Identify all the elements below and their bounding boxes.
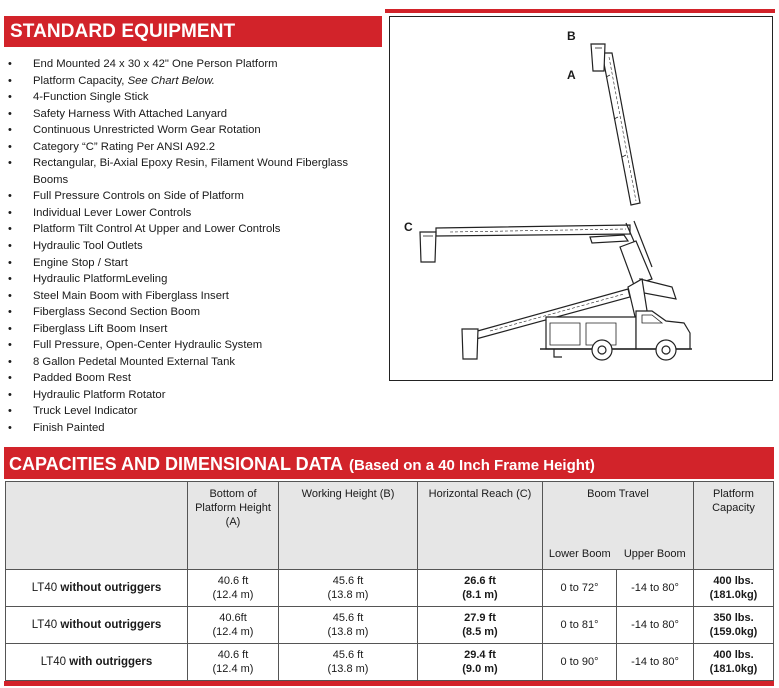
table-header-row (6, 482, 774, 540)
list-item: • 4-Function Single Stick (8, 89, 380, 106)
lower-boom-header: Lower Boom (543, 540, 617, 570)
working-height-header: Working Height (B) (279, 482, 418, 570)
list-item: • Padded Boom Rest (8, 370, 380, 387)
capacity-cell: 400 lbs. (181.0kg) (694, 644, 774, 681)
table-row (6, 570, 774, 607)
list-item: • Finish Painted (8, 420, 380, 437)
upper-boom-header: Upper Boom (617, 540, 694, 570)
list-item: • Individual Lever Lower Controls (8, 205, 380, 222)
platform-capacity-header: Platform Capacity (694, 482, 774, 570)
aerial-lift-diagram (389, 16, 773, 381)
list-item: • Steel Main Boom with Fiberglass Insert (8, 288, 380, 305)
model-cell: LT40 without outriggers (6, 570, 188, 607)
upper-boom-cell: -14 to 80° (617, 570, 694, 607)
list-item: • Platform Tilt Control At Upper and Lower Controls (8, 221, 380, 238)
lower-boom-cell: 0 to 72° (543, 570, 617, 607)
list-item: • Hydraulic Tool Outlets (8, 238, 380, 255)
point-a-label: A (567, 68, 576, 82)
bottom-height-cell: 40.6ft (12.4 m) (188, 607, 279, 644)
working-height-cell: 45.6 ft (13.8 m) (279, 570, 418, 607)
capacity-cell: 350 lbs. (159.0kg) (694, 607, 774, 644)
list-item: • Rectangular, Bi-Axial Epoxy Resin, Filament Wound Fiberglass Booms (8, 155, 380, 188)
list-item: • Continuous Unrestricted Worm Gear Rotation (8, 122, 380, 139)
truck-boom-drawing (390, 17, 772, 380)
bottom-red-rule (4, 681, 774, 686)
list-item: • Fiberglass Lift Boom Insert (8, 321, 380, 338)
list-item: • Platform Capacity, See Chart Below. (8, 73, 380, 90)
list-item: • Full Pressure Controls on Side of Platform (8, 188, 380, 205)
standard-equipment-header: STANDARD EQUIPMENT (4, 16, 382, 47)
lower-boom-cell: 0 to 90° (543, 644, 617, 681)
top-red-rule (385, 9, 775, 13)
upper-boom-cell: -14 to 80° (617, 644, 694, 681)
list-item: • 8 Gallon Pedetal Mounted External Tank (8, 354, 380, 371)
horizontal-reach-cell: 26.6 ft (8.1 m) (418, 570, 543, 607)
capacity-cell: 400 lbs. (181.0kg) (694, 570, 774, 607)
list-item: • Fiberglass Second Section Boom (8, 304, 380, 321)
model-header (6, 482, 188, 570)
list-item: • Safety Harness With Attached Lanyard (8, 106, 380, 123)
list-item: • End Mounted 24 x 30 x 42" One Person Platform (8, 56, 380, 73)
working-height-cell: 45.6 ft (13.8 m) (279, 607, 418, 644)
list-item: • Full Pressure, Open-Center Hydraulic System (8, 337, 380, 354)
lower-boom-cell: 0 to 81° (543, 607, 617, 644)
point-b-label: B (567, 29, 576, 43)
point-c-label: C (404, 220, 413, 234)
bottom-height-cell: 40.6 ft (12.4 m) (188, 644, 279, 681)
capacities-header: CAPACITIES AND DIMENSIONAL DATA (Based on a 40 Inch Frame Height) (4, 447, 774, 479)
horizontal-reach-cell: 27.9 ft (8.5 m) (418, 607, 543, 644)
table-row (6, 607, 774, 644)
list-item: • Truck Level Indicator (8, 403, 380, 420)
bottom-height-header: Bottom of Platform Height (A) (188, 482, 279, 570)
list-item: • Hydraulic Platform Rotator (8, 387, 380, 404)
model-cell: LT40 with outriggers (6, 644, 188, 681)
horizontal-reach-header: Horizontal Reach (C) (418, 482, 543, 570)
horizontal-reach-cell: 29.4 ft (9.0 m) (418, 644, 543, 681)
list-item: • Category “C” Rating Per ANSI A92.2 (8, 139, 380, 156)
list-item: • Hydraulic PlatformLeveling (8, 271, 380, 288)
working-height-cell: 45.6 ft (13.8 m) (279, 644, 418, 681)
standard-equipment-list (8, 56, 380, 437)
table-row (6, 644, 774, 681)
bottom-height-cell: 40.6 ft (12.4 m) (188, 570, 279, 607)
capacities-table (5, 481, 774, 681)
model-cell: LT40 without outriggers (6, 607, 188, 644)
list-item: • Engine Stop / Start (8, 255, 380, 272)
upper-boom-cell: -14 to 80° (617, 607, 694, 644)
boom-travel-header: Boom Travel (543, 482, 694, 540)
